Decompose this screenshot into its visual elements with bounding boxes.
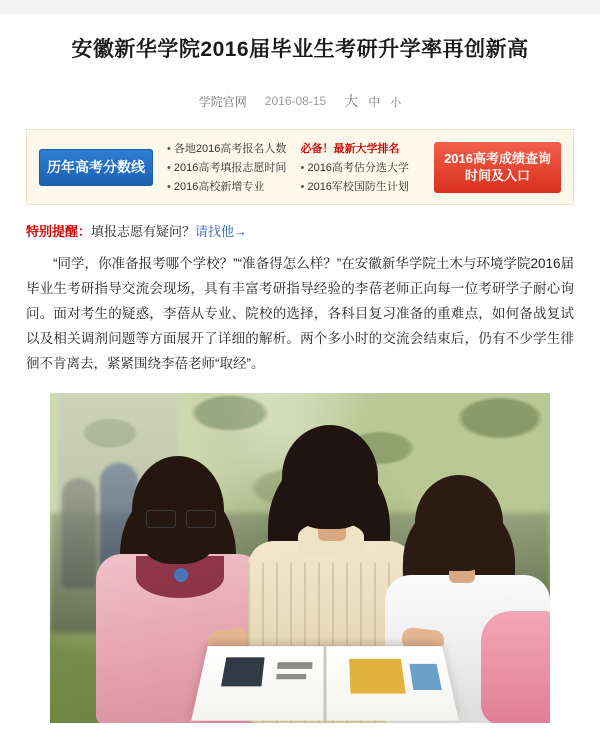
score-query-button[interactable]	[434, 142, 561, 193]
article-source: 学院官网	[198, 94, 247, 109]
promo-link-item[interactable]: • 2016军校国防生计划	[301, 178, 425, 194]
promo-link-item[interactable]: • 各地2016高考报名人数	[167, 140, 291, 156]
sleeve	[481, 611, 550, 723]
promo-link-item[interactable]: • 2016高考填报志愿时间	[167, 159, 291, 175]
book-figure	[409, 664, 441, 690]
photo-content	[50, 393, 550, 723]
book-spine	[323, 646, 326, 720]
notice-text: 填报志愿有疑问？	[91, 224, 196, 240]
open-book	[191, 646, 459, 720]
page-title: 安徽新华学院2016届毕业生考研升学率再创新高	[71, 38, 529, 62]
promo-link-item[interactable]: • 2016高考估分选大学	[301, 159, 425, 175]
article-paragraph: “同学，你准备报考哪个学校？”“准备得怎么样？”在安徽新华学院土木与环境学院2016届毕业生考研指导交流会现场，具有丰富考研指导经验的李蓓老师正向每一位考研学子耐心询问。面对考生的疑惑，李蓓从专业、院校的选择，各科目复习准备的重难点，如何备战复试以及相关调剂问题等方面展开了详细的解析。两个多小时的交流会结束后，仍有不少学生徘徊不肯离去，紧紧围绕李蓓老师“取经”。	[26, 256, 574, 372]
book-text-line	[276, 674, 306, 679]
book-figure	[349, 659, 406, 694]
article-meta	[0, 77, 600, 121]
font-size-large-button[interactable]: 大	[344, 93, 359, 110]
promo-link-list	[163, 140, 424, 194]
promo-banner	[26, 129, 574, 205]
notice-link[interactable]: 请找他→	[195, 224, 248, 240]
hair-front	[282, 425, 378, 529]
font-size-controls	[344, 91, 401, 111]
article-page	[0, 14, 600, 751]
font-size-small-button[interactable]: 小	[390, 97, 402, 110]
score-query-line1: 2016高考成绩查询	[444, 150, 551, 166]
promo-link-item-hot[interactable]: 必备！最新大学排名	[300, 143, 400, 156]
score-line-button[interactable]: 历年高考分数线	[39, 149, 153, 186]
special-notice	[26, 221, 574, 240]
score-query-line2: 时间及入口	[465, 168, 531, 184]
article-photo	[50, 393, 550, 723]
article-date: 2016-08-15	[264, 94, 327, 109]
book-figure	[221, 658, 265, 687]
hair-front	[415, 475, 503, 571]
glasses	[146, 510, 216, 526]
promo-link-item[interactable]: • 2016高校新增专业	[167, 178, 291, 194]
font-size-medium-button[interactable]: 中	[368, 95, 381, 110]
notice-label: 特别提醒：	[26, 224, 92, 240]
book-text-line	[277, 662, 312, 669]
